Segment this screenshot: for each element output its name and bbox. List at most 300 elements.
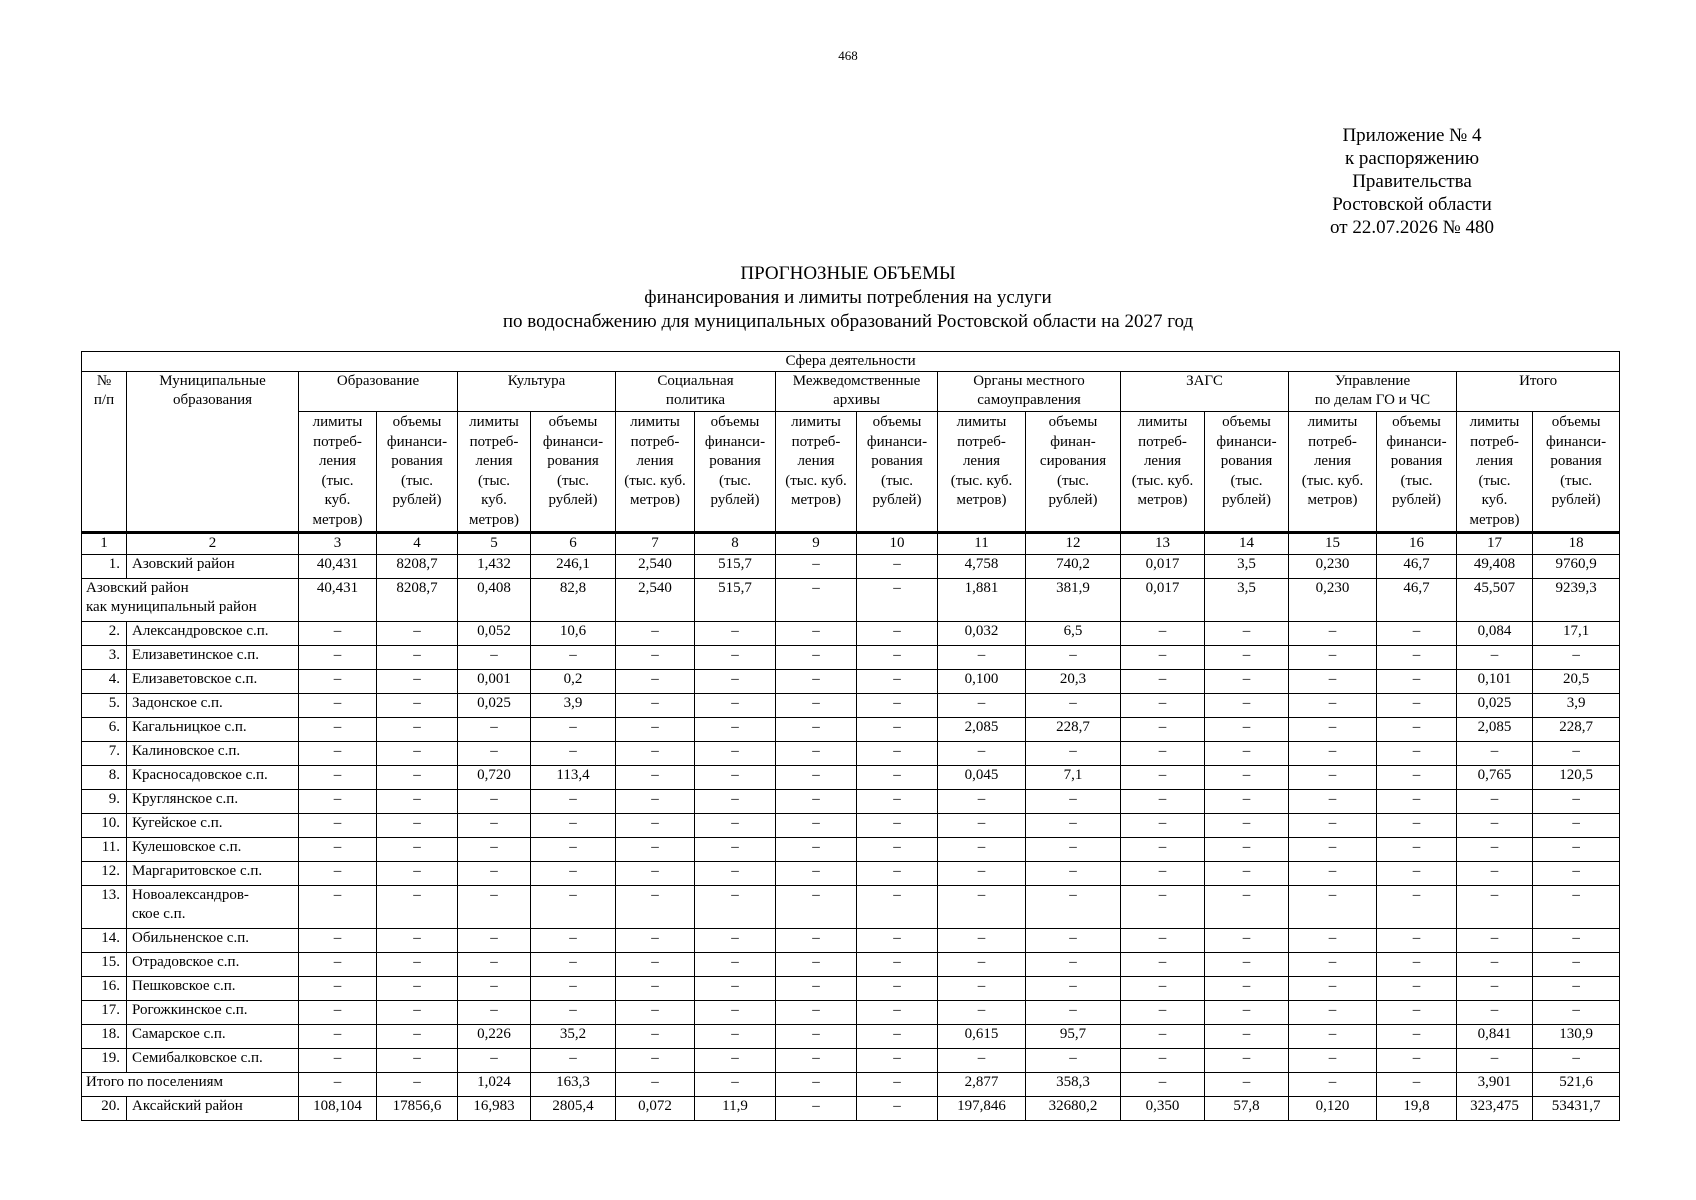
value-cell: –: [616, 766, 695, 790]
value-cell: –: [776, 977, 857, 1001]
value-cell: –: [857, 886, 938, 929]
row-number: 5.: [82, 694, 127, 718]
group-header: Межведомственные архивы: [776, 372, 938, 412]
row-name: Красносадовское с.п.: [127, 766, 299, 790]
value-cell: –: [1289, 1001, 1377, 1025]
group-header: Итого: [1457, 372, 1620, 412]
value-cell: –: [377, 862, 458, 886]
value-cell: 0,072: [616, 1097, 695, 1121]
value-cell: –: [695, 953, 776, 977]
row-number: 16.: [82, 977, 127, 1001]
page-number: 468: [838, 48, 858, 63]
value-cell: –: [1377, 646, 1457, 670]
value-cell: 0,720: [458, 766, 531, 790]
value-cell: –: [1026, 886, 1121, 929]
group-header: Культура: [458, 372, 616, 412]
value-cell: –: [1205, 790, 1289, 814]
value-cell: –: [377, 953, 458, 977]
value-cell: –: [458, 814, 531, 838]
value-cell: –: [1377, 790, 1457, 814]
value-cell: 2,540: [616, 579, 695, 622]
value-cell: –: [1121, 929, 1205, 953]
value-cell: –: [857, 694, 938, 718]
value-cell: –: [1205, 838, 1289, 862]
value-cell: 0,084: [1457, 622, 1533, 646]
value-cell: –: [531, 742, 616, 766]
value-cell: –: [299, 646, 377, 670]
value-cell: –: [938, 694, 1026, 718]
value-cell: –: [1026, 814, 1121, 838]
value-cell: –: [776, 953, 857, 977]
row-number: 19.: [82, 1049, 127, 1073]
value-cell: –: [857, 670, 938, 694]
value-cell: –: [857, 814, 938, 838]
value-cell: 57,8: [1205, 1097, 1289, 1121]
value-cell: 323,475: [1457, 1097, 1533, 1121]
table-row: [82, 694, 1620, 718]
value-cell: –: [1205, 953, 1289, 977]
value-cell: –: [938, 953, 1026, 977]
value-cell: –: [1533, 742, 1620, 766]
value-cell: –: [1289, 790, 1377, 814]
value-cell: –: [1121, 742, 1205, 766]
document-title: [0, 262, 1696, 334]
value-cell: 3,5: [1205, 555, 1289, 579]
value-cell: –: [938, 742, 1026, 766]
row-name: Кулешовское с.п.: [127, 838, 299, 862]
row-number: 10.: [82, 814, 127, 838]
value-cell: –: [1533, 953, 1620, 977]
value-cell: –: [938, 1049, 1026, 1073]
value-cell: –: [1289, 766, 1377, 790]
row-name: Итого по поселениям: [82, 1073, 299, 1097]
row-number: 4.: [82, 670, 127, 694]
value-cell: –: [857, 838, 938, 862]
value-cell: 2805,4: [531, 1097, 616, 1121]
value-cell: 0,230: [1289, 555, 1377, 579]
value-cell: 197,846: [938, 1097, 1026, 1121]
value-cell: 0,032: [938, 622, 1026, 646]
value-cell: 0,841: [1457, 1025, 1533, 1049]
value-cell: –: [531, 838, 616, 862]
value-cell: –: [299, 814, 377, 838]
value-cell: –: [1377, 742, 1457, 766]
table-row: [82, 977, 1620, 1001]
group-header: ЗАГС: [1121, 372, 1289, 412]
row-name: Самарское с.п.: [127, 1025, 299, 1049]
value-cell: –: [695, 1001, 776, 1025]
value-cell: –: [531, 953, 616, 977]
row-name: Пешковское с.п.: [127, 977, 299, 1001]
value-cell: –: [616, 790, 695, 814]
subheader-cell: объемы финан- сирования (тыс. рублей): [1026, 412, 1121, 533]
value-cell: –: [531, 790, 616, 814]
row-name: Азовский район как муниципальный район: [82, 579, 299, 622]
table-row: [82, 790, 1620, 814]
value-cell: 0,052: [458, 622, 531, 646]
value-cell: 20,5: [1533, 670, 1620, 694]
row-number: 14.: [82, 929, 127, 953]
value-cell: –: [616, 838, 695, 862]
value-cell: –: [776, 646, 857, 670]
value-cell: –: [1289, 718, 1377, 742]
value-cell: 0,017: [1121, 555, 1205, 579]
row-number: 9.: [82, 790, 127, 814]
value-cell: –: [299, 977, 377, 1001]
value-cell: 20,3: [1026, 670, 1121, 694]
value-cell: –: [938, 1001, 1026, 1025]
value-cell: –: [1205, 1025, 1289, 1049]
appendix-line: Приложение № 4: [1342, 125, 1482, 146]
value-cell: –: [616, 646, 695, 670]
value-cell: –: [1121, 718, 1205, 742]
value-cell: –: [857, 622, 938, 646]
value-cell: 40,431: [299, 579, 377, 622]
row-name: Кугейское с.п.: [127, 814, 299, 838]
table-row: [82, 886, 1620, 929]
row-number: 20.: [82, 1097, 127, 1121]
value-cell: 2,085: [938, 718, 1026, 742]
column-number: 8: [695, 533, 776, 555]
value-cell: –: [1121, 790, 1205, 814]
value-cell: –: [1205, 1049, 1289, 1073]
value-cell: –: [616, 1001, 695, 1025]
value-cell: –: [938, 646, 1026, 670]
value-cell: –: [1289, 953, 1377, 977]
value-cell: –: [857, 790, 938, 814]
value-cell: –: [458, 838, 531, 862]
value-cell: 228,7: [1026, 718, 1121, 742]
value-cell: –: [1026, 838, 1121, 862]
value-cell: 163,3: [531, 1073, 616, 1097]
value-cell: –: [616, 977, 695, 1001]
value-cell: –: [377, 1073, 458, 1097]
value-cell: 0,045: [938, 766, 1026, 790]
row-name: Рогожкинское с.п.: [127, 1001, 299, 1025]
value-cell: 8208,7: [377, 579, 458, 622]
value-cell: 0,120: [1289, 1097, 1377, 1121]
value-cell: 3,901: [1457, 1073, 1533, 1097]
value-cell: –: [1205, 929, 1289, 953]
value-cell: –: [1205, 977, 1289, 1001]
value-cell: –: [1026, 977, 1121, 1001]
value-cell: –: [1205, 1001, 1289, 1025]
table-row: [82, 862, 1620, 886]
value-cell: –: [776, 929, 857, 953]
value-cell: –: [377, 886, 458, 929]
value-cell: –: [776, 814, 857, 838]
value-cell: 515,7: [695, 555, 776, 579]
value-cell: –: [938, 814, 1026, 838]
value-cell: –: [1533, 1049, 1620, 1073]
value-cell: –: [857, 718, 938, 742]
value-cell: –: [776, 1001, 857, 1025]
number-header: № п/п: [82, 372, 127, 533]
value-cell: –: [1121, 622, 1205, 646]
value-cell: –: [1377, 1025, 1457, 1049]
table-row: [82, 622, 1620, 646]
value-cell: –: [616, 953, 695, 977]
value-cell: –: [1289, 742, 1377, 766]
value-cell: –: [377, 718, 458, 742]
value-cell: –: [1377, 862, 1457, 886]
value-cell: –: [616, 718, 695, 742]
value-cell: –: [616, 1049, 695, 1073]
value-cell: –: [776, 622, 857, 646]
value-cell: –: [299, 929, 377, 953]
value-cell: 0,350: [1121, 1097, 1205, 1121]
value-cell: –: [1289, 838, 1377, 862]
value-cell: 521,6: [1533, 1073, 1620, 1097]
value-cell: –: [857, 929, 938, 953]
value-cell: –: [531, 718, 616, 742]
value-cell: –: [938, 886, 1026, 929]
value-cell: –: [1121, 1073, 1205, 1097]
value-cell: 1,432: [458, 555, 531, 579]
value-cell: –: [776, 1073, 857, 1097]
value-cell: –: [531, 929, 616, 953]
value-cell: –: [1377, 886, 1457, 929]
value-cell: –: [1289, 1073, 1377, 1097]
value-cell: –: [458, 790, 531, 814]
value-cell: –: [616, 1073, 695, 1097]
row-name: Отрадовское с.п.: [127, 953, 299, 977]
row-number: 11.: [82, 838, 127, 862]
value-cell: –: [377, 670, 458, 694]
appendix-line: к распоряжению: [1344, 148, 1480, 169]
value-cell: –: [1026, 742, 1121, 766]
value-cell: –: [1377, 1049, 1457, 1073]
row-number: 6.: [82, 718, 127, 742]
value-cell: 46,7: [1377, 555, 1457, 579]
value-cell: –: [695, 929, 776, 953]
value-cell: –: [377, 694, 458, 718]
value-cell: 3,9: [531, 694, 616, 718]
value-cell: –: [776, 1049, 857, 1073]
value-cell: –: [776, 1025, 857, 1049]
value-cell: –: [1289, 929, 1377, 953]
table-row: [82, 579, 1620, 622]
value-cell: –: [299, 694, 377, 718]
value-cell: 0,408: [458, 579, 531, 622]
row-name: Маргаритовское с.п.: [127, 862, 299, 886]
value-cell: 2,877: [938, 1073, 1026, 1097]
value-cell: –: [695, 670, 776, 694]
group-header: Органы местного самоуправления: [938, 372, 1121, 412]
subheader-cell: лимиты потреб- ления (тыс. куб. метров): [616, 412, 695, 533]
value-cell: –: [1457, 886, 1533, 929]
value-cell: –: [458, 886, 531, 929]
table-row: [82, 1049, 1620, 1073]
column-number: 1: [82, 533, 127, 555]
value-cell: 2,085: [1457, 718, 1533, 742]
value-cell: –: [695, 838, 776, 862]
subheader-cell: объемы финанси- рования (тыс. рублей): [531, 412, 616, 533]
subheader-cell: объемы финанси- рования (тыс. рублей): [1205, 412, 1289, 533]
header-row-subheaders: [82, 412, 1620, 533]
row-name: Задонское с.п.: [127, 694, 299, 718]
value-cell: –: [695, 646, 776, 670]
value-cell: –: [695, 790, 776, 814]
value-cell: –: [1121, 1025, 1205, 1049]
value-cell: –: [695, 862, 776, 886]
value-cell: –: [1289, 1025, 1377, 1049]
value-cell: –: [458, 646, 531, 670]
row-name: Азовский район: [127, 555, 299, 579]
value-cell: –: [938, 929, 1026, 953]
table-row: [82, 766, 1620, 790]
value-cell: –: [1457, 1049, 1533, 1073]
value-cell: 0,101: [1457, 670, 1533, 694]
row-number: 2.: [82, 622, 127, 646]
value-cell: –: [1377, 766, 1457, 790]
value-cell: –: [1377, 718, 1457, 742]
table-row: [82, 742, 1620, 766]
table-row: [82, 646, 1620, 670]
value-cell: –: [857, 1097, 938, 1121]
value-cell: –: [1121, 1049, 1205, 1073]
value-cell: –: [1289, 646, 1377, 670]
value-cell: –: [776, 838, 857, 862]
column-number: 13: [1121, 533, 1205, 555]
value-cell: –: [1289, 814, 1377, 838]
table-row: [82, 555, 1620, 579]
subheader-cell: лимиты потреб- ления (тыс. куб. метров): [1289, 412, 1377, 533]
value-cell: –: [458, 862, 531, 886]
value-cell: –: [377, 814, 458, 838]
value-cell: –: [695, 814, 776, 838]
value-cell: –: [776, 766, 857, 790]
value-cell: 130,9: [1533, 1025, 1620, 1049]
value-cell: –: [695, 718, 776, 742]
value-cell: –: [299, 862, 377, 886]
value-cell: –: [299, 838, 377, 862]
value-cell: –: [377, 1049, 458, 1073]
table-row: [82, 1097, 1620, 1121]
value-cell: –: [299, 742, 377, 766]
value-cell: –: [299, 1025, 377, 1049]
value-cell: 17856,6: [377, 1097, 458, 1121]
subheader-cell: лимиты потреб- ления (тыс. куб. метров): [1121, 412, 1205, 533]
value-cell: –: [299, 622, 377, 646]
value-cell: 1,881: [938, 579, 1026, 622]
value-cell: 49,408: [1457, 555, 1533, 579]
value-cell: –: [1533, 838, 1620, 862]
value-cell: –: [377, 1025, 458, 1049]
row-name: Александровское с.п.: [127, 622, 299, 646]
row-name: Калиновское с.п.: [127, 742, 299, 766]
value-cell: –: [857, 579, 938, 622]
value-cell: –: [776, 1097, 857, 1121]
value-cell: –: [1121, 838, 1205, 862]
value-cell: –: [377, 790, 458, 814]
column-number: 11: [938, 533, 1026, 555]
value-cell: –: [458, 1049, 531, 1073]
value-cell: –: [616, 886, 695, 929]
column-number: 12: [1026, 533, 1121, 555]
value-cell: –: [1121, 670, 1205, 694]
subheader-cell: объемы финанси- рования (тыс. рублей): [857, 412, 938, 533]
value-cell: –: [1026, 646, 1121, 670]
table-row: [82, 814, 1620, 838]
value-cell: –: [616, 1025, 695, 1049]
value-cell: –: [1121, 1001, 1205, 1025]
subheader-cell: лимиты потреб- ления (тыс. куб. метров): [299, 412, 377, 533]
value-cell: –: [1377, 977, 1457, 1001]
value-cell: –: [1377, 622, 1457, 646]
value-cell: –: [458, 1001, 531, 1025]
value-cell: –: [776, 670, 857, 694]
appendix-line: Ростовской области: [1332, 194, 1492, 215]
subheader-cell: лимиты потреб- ления (тыс. куб. метров): [938, 412, 1026, 533]
value-cell: 3,5: [1205, 579, 1289, 622]
value-cell: –: [1121, 886, 1205, 929]
header-row-groups: [82, 372, 1620, 412]
value-cell: –: [1457, 929, 1533, 953]
column-number: 17: [1457, 533, 1533, 555]
value-cell: –: [1026, 929, 1121, 953]
value-cell: –: [1457, 1001, 1533, 1025]
value-cell: –: [1289, 977, 1377, 1001]
value-cell: –: [938, 838, 1026, 862]
group-header: Управление по делам ГО и ЧС: [1289, 372, 1457, 412]
value-cell: –: [1457, 838, 1533, 862]
value-cell: –: [857, 555, 938, 579]
subheader-cell: лимиты потреб- ления (тыс. куб. метров): [776, 412, 857, 533]
table-row: [82, 1001, 1620, 1025]
value-cell: –: [531, 977, 616, 1001]
value-cell: –: [1121, 953, 1205, 977]
sphere-header: Сфера деятельности: [82, 352, 1620, 372]
table-row: [82, 953, 1620, 977]
value-cell: –: [531, 1049, 616, 1073]
value-cell: 381,9: [1026, 579, 1121, 622]
value-cell: –: [1457, 646, 1533, 670]
value-cell: –: [1026, 1049, 1121, 1073]
value-cell: –: [616, 814, 695, 838]
value-cell: –: [695, 1073, 776, 1097]
value-cell: –: [1205, 622, 1289, 646]
value-cell: –: [938, 862, 1026, 886]
subheader-cell: лимиты потреб- ления (тыс. куб. метров): [458, 412, 531, 533]
row-name: Аксайский район: [127, 1097, 299, 1121]
value-cell: –: [1533, 790, 1620, 814]
value-cell: –: [776, 579, 857, 622]
value-cell: –: [458, 718, 531, 742]
value-cell: –: [857, 646, 938, 670]
value-cell: –: [377, 622, 458, 646]
value-cell: –: [1289, 886, 1377, 929]
value-cell: 6,5: [1026, 622, 1121, 646]
value-cell: –: [1377, 838, 1457, 862]
column-number-row: [82, 533, 1620, 555]
value-cell: –: [1205, 766, 1289, 790]
value-cell: –: [616, 862, 695, 886]
value-cell: –: [531, 886, 616, 929]
value-cell: –: [377, 766, 458, 790]
value-cell: 108,104: [299, 1097, 377, 1121]
value-cell: –: [616, 742, 695, 766]
value-cell: –: [776, 862, 857, 886]
row-number: 15.: [82, 953, 127, 977]
value-cell: –: [695, 1025, 776, 1049]
value-cell: –: [938, 977, 1026, 1001]
value-cell: –: [695, 622, 776, 646]
column-number: 15: [1289, 533, 1377, 555]
value-cell: –: [1533, 1001, 1620, 1025]
value-cell: –: [1121, 694, 1205, 718]
value-cell: –: [1377, 694, 1457, 718]
